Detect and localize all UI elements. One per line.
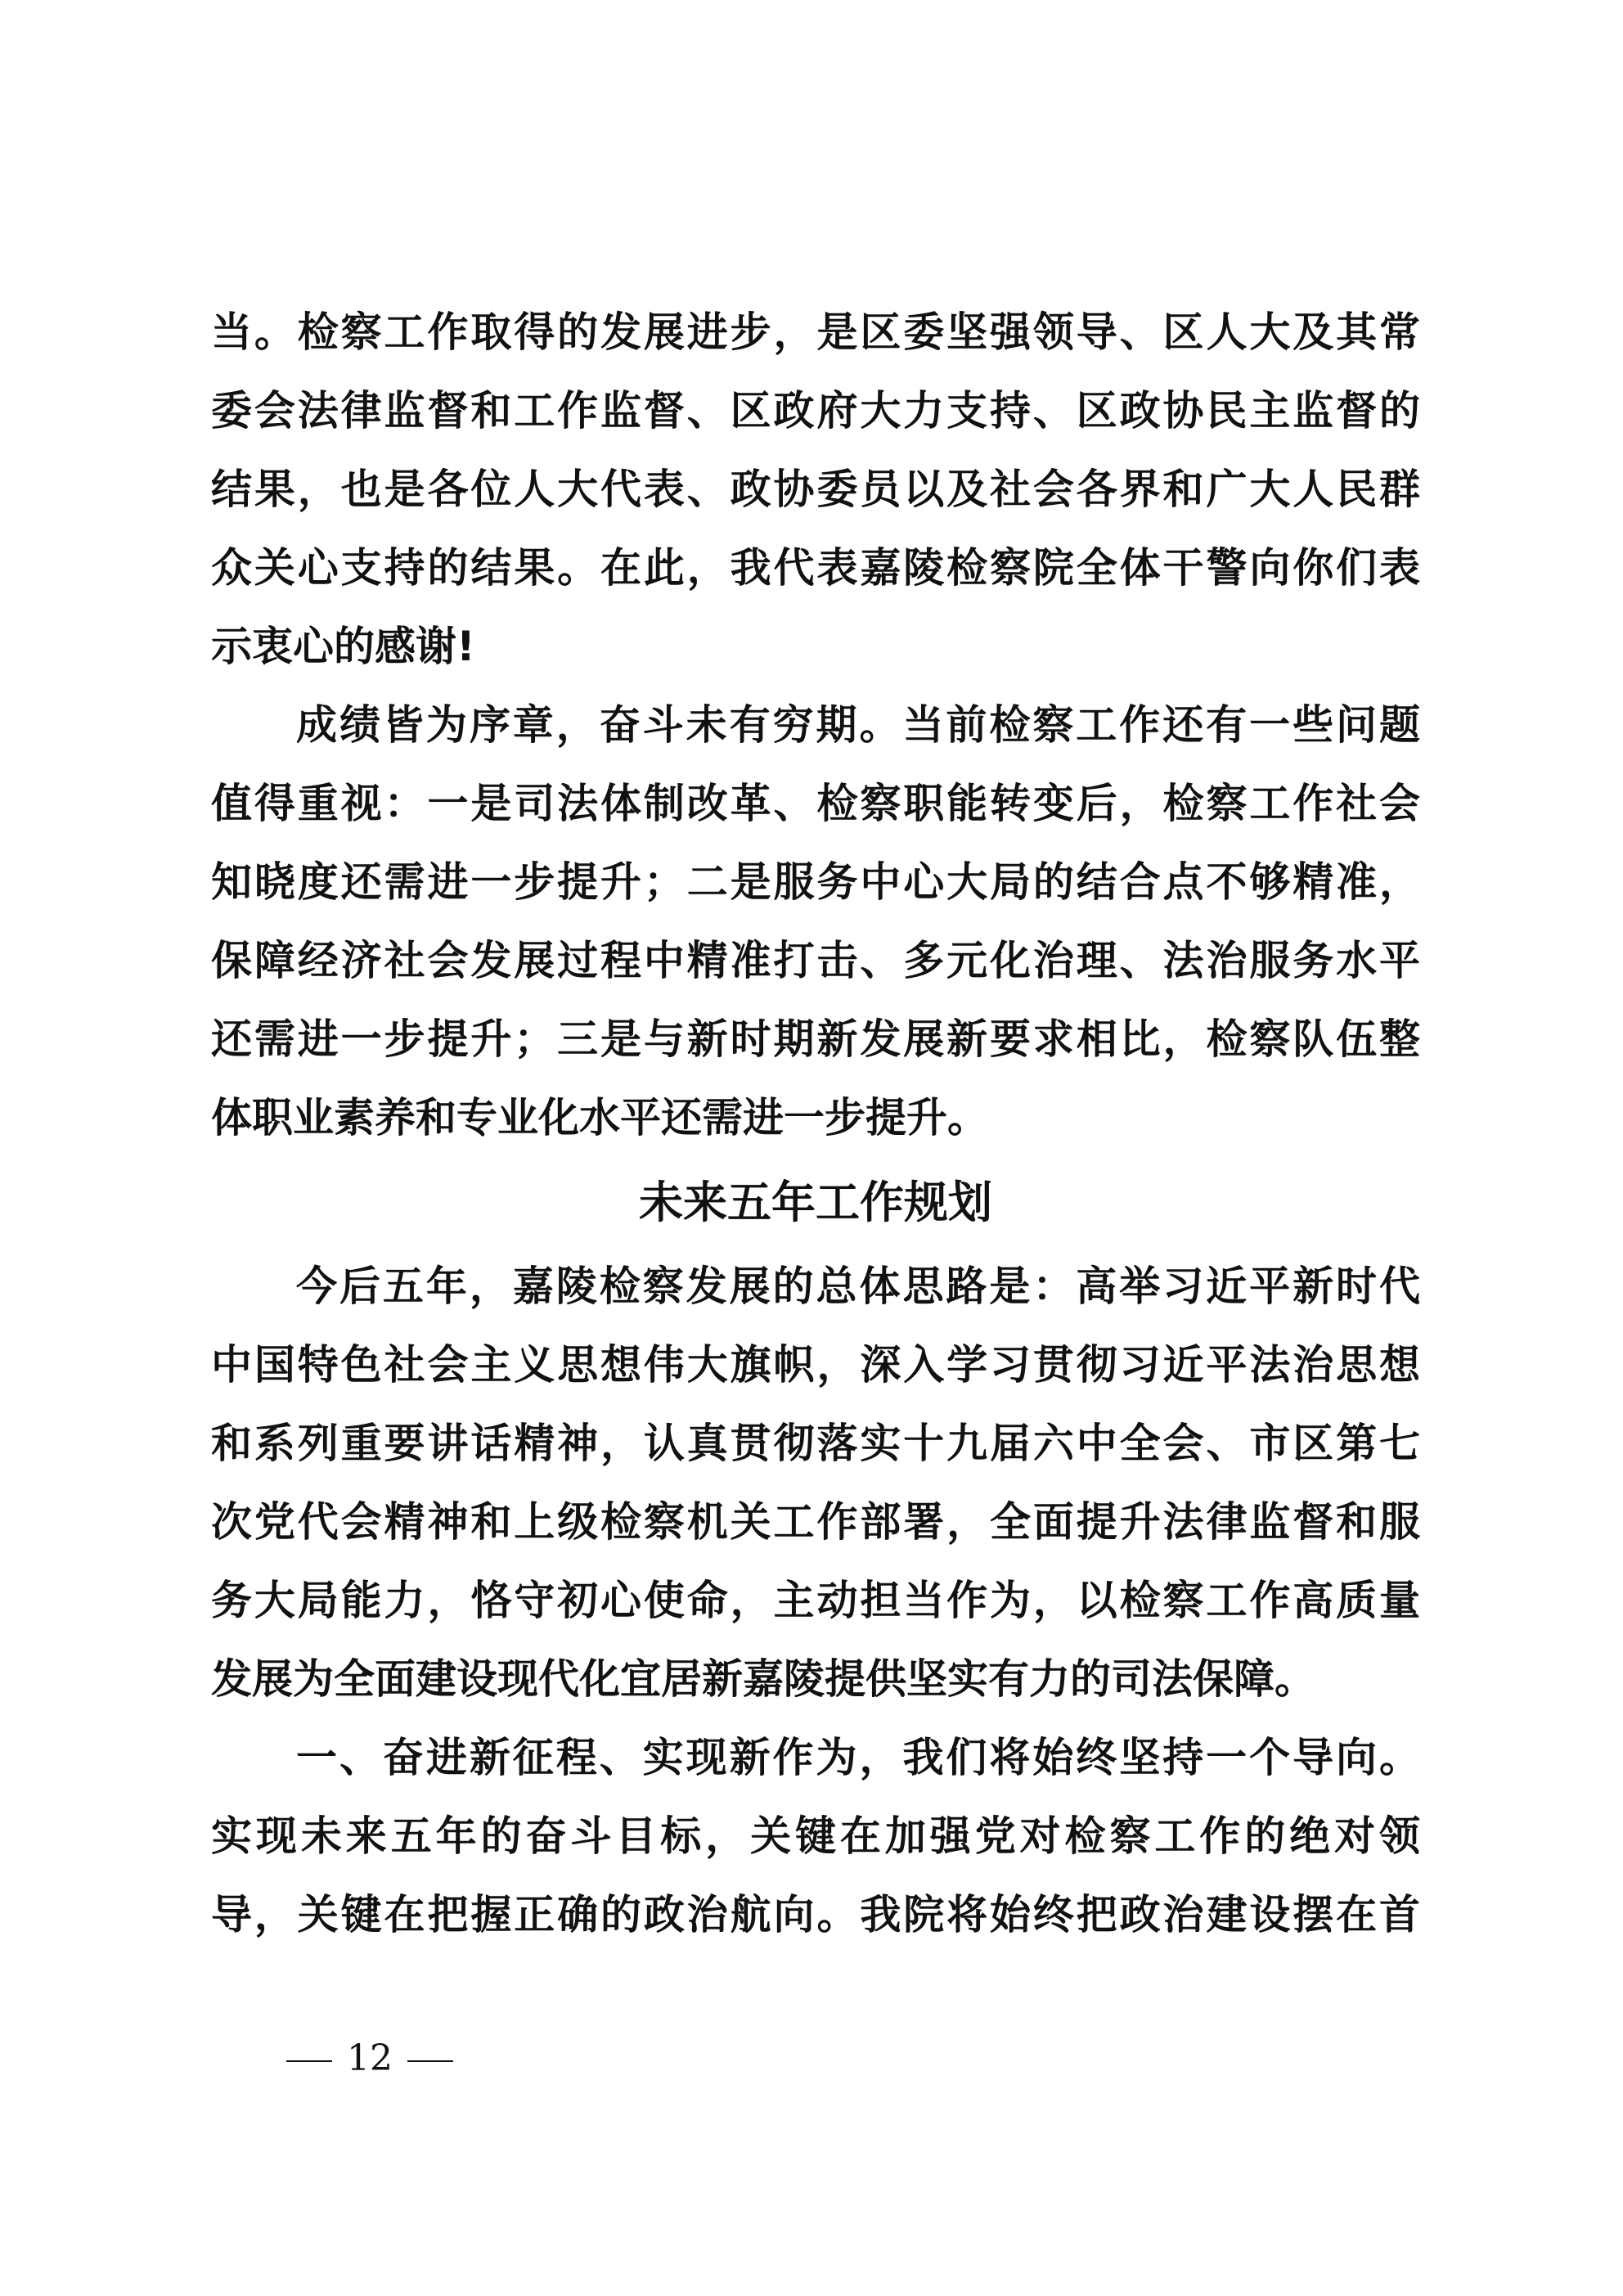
text-line: 保障经济社会发展过程中精准打击、多元化治理、法治服务水平 (211, 937, 1420, 984)
text-line: 今后五年，嘉陵检察发展的总体思路是：高举习近平新时代 (296, 1263, 1420, 1310)
text-line: 体职业素养和专业化水平还需进一步提升。 (211, 1094, 988, 1141)
text-line: 中国特色社会主义思想伟大旗帜，深入学习贯彻习近平法治思想 (211, 1341, 1420, 1389)
text-line: 实现未来五年的奋斗目标，关键在加强党对检察工作的绝对领 (211, 1812, 1420, 1860)
page-number: 12 (347, 2037, 393, 2079)
paragraph-item-one (211, 1718, 1420, 1954)
document-body (211, 293, 1420, 1954)
paragraph-acknowledgement (211, 293, 1420, 686)
footer-dash-right (407, 2060, 453, 2062)
page-footer (272, 2034, 468, 2083)
paragraph-overall-plan (211, 1247, 1420, 1718)
text-line: 发展为全面建设现代化宜居新嘉陵提供坚实有力的司法保障。 (211, 1655, 1315, 1703)
text-line: 示衷心的感谢! (211, 623, 475, 670)
text-line: 委会法律监督和工作监督、区政府大力支持、区政协民主监督的 (211, 387, 1420, 434)
text-line: 导，关键在把握正确的政治航向。我院将始终把政治建设摆在首 (211, 1891, 1420, 1938)
text-line: 结果，也是各位人大代表、政协委员以及社会各界和广大人民群 (211, 466, 1420, 513)
text-line: 值得重视：一是司法体制改革、检察职能转变后，检察工作社会 (211, 780, 1420, 827)
paragraph-problems (211, 686, 1420, 1157)
text-line: 还需进一步提升；三是与新时期新发展新要求相比，检察队伍整 (211, 1015, 1420, 1063)
footer-dash-left (286, 2060, 332, 2062)
text-line: 众关心支持的结果。在此，我代表嘉陵检察院全体干警向你们表 (211, 544, 1420, 592)
section-heading: 未来五年工作规划 (639, 1177, 992, 1228)
text-line: 知晓度还需进一步提升；二是服务中心大局的结合点不够精准， (211, 858, 1420, 906)
text-line: 当。检察工作取得的发展进步，是区委坚强领导、区人大及其常 (211, 308, 1420, 356)
text-line: 一、奋进新征程、实现新作为，我们将始终坚持一个导向。 (296, 1734, 1420, 1781)
text-line: 和系列重要讲话精神，认真贯彻落实十九届六中全会、市区第七 (211, 1420, 1420, 1467)
text-line: 务大局能力，恪守初心使命，主动担当作为，以检察工作高质量 (211, 1577, 1420, 1624)
text-line: 次党代会精神和上级检察机关工作部署，全面提升法律监督和服 (211, 1498, 1420, 1546)
text-line: 成绩皆为序章，奋斗未有穷期。当前检察工作还有一些问题 (296, 701, 1420, 749)
